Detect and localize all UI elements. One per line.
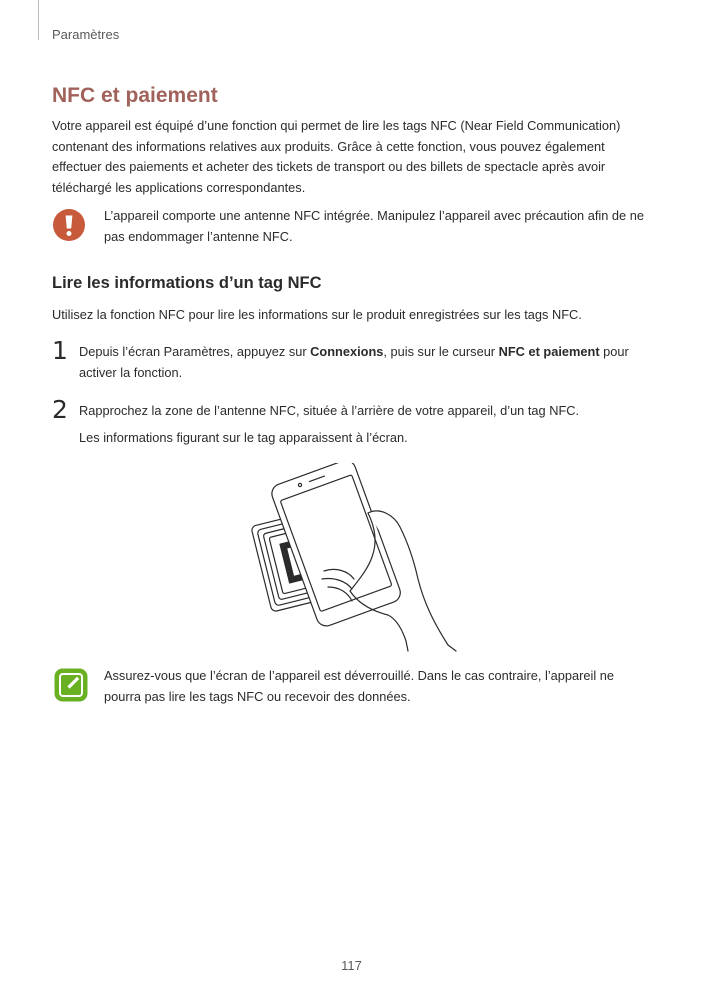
step-2-detail: Les informations figurant sur le tag apparaissent à l’écran. — [79, 430, 408, 445]
running-header: Paramètres — [52, 27, 120, 42]
step-number-2: 2 — [52, 395, 68, 424]
intro-paragraph: Votre appareil est équipé d’une fonction qui permet de lire les tags NFC (Near Field Communication) contenant des informations relatives aux produits. Grâce à cette fonction, vous pouvez également effectuer des paiements et acheter des tickets de transport ou des billets de spectacle après avoir téléchargé les applications correspondantes. — [52, 118, 621, 195]
step-1-bold-connexions: Connexions — [310, 344, 384, 359]
warning-text: L’appareil comporte une antenne NFC intégrée. Manipulez l’appareil avec précaution afin de ne pas endommager l’antenne NFC. — [104, 208, 644, 244]
note-pencil-icon — [54, 668, 88, 702]
step-1-text — [79, 342, 644, 383]
section-title: NFC et paiement — [52, 84, 218, 107]
step-1-text-middle: , puis sur le curseur — [383, 344, 499, 359]
note-text: Assurez-vous que l’écran de l’appareil est déverrouillé. Dans le cas contraire, l’appareil ne pourra pas lire les tags NFC ou recevoir des données. — [104, 668, 615, 704]
step-1-bold-nfc: NFC et paiement — [498, 344, 600, 359]
step-1-text-start: Depuis l’écran Paramètres, appuyez sur — [79, 344, 311, 359]
warning-exclamation-icon — [52, 208, 86, 242]
subsection-title: Lire les informations d’un tag NFC — [52, 274, 322, 292]
step-2-text: Rapprochez la zone de l’antenne NFC, située à l’arrière de votre appareil, d’un tag NFC. — [79, 403, 580, 418]
subsection-intro: Utilisez la fonction NFC pour lire les informations sur le produit enregistrées sur les tags NFC. — [52, 307, 582, 322]
nfc-tag-phone-illustration — [248, 463, 460, 653]
step-1-text-end: pour activer la fonction. — [79, 344, 629, 380]
page-number: 117 — [341, 958, 362, 973]
header-side-rule — [38, 0, 39, 40]
step-number-1: 1 — [52, 336, 68, 365]
